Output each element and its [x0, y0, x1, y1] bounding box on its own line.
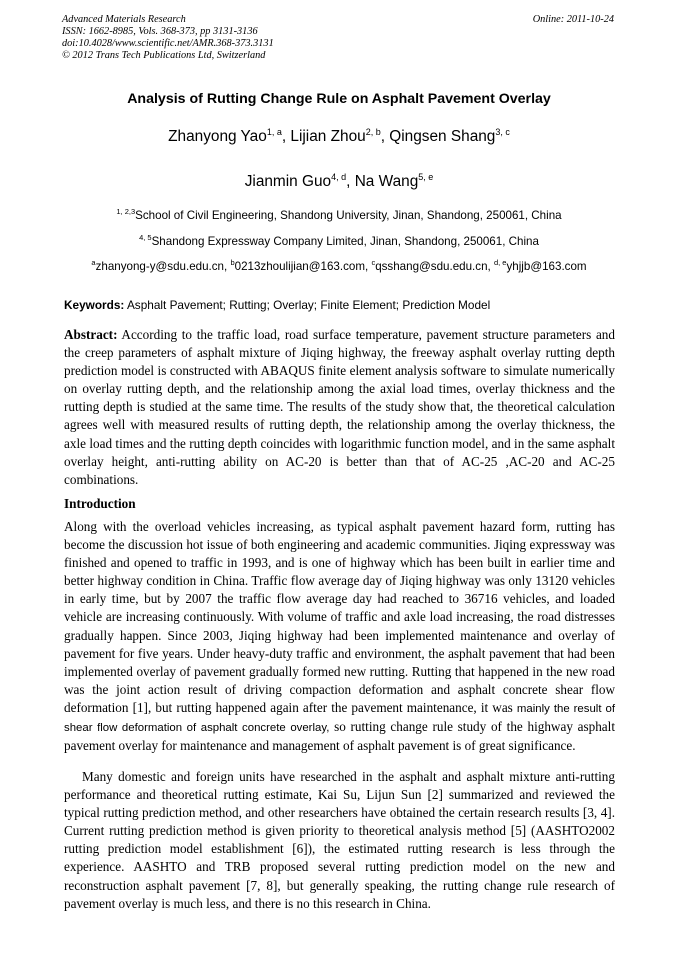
email-mark: d, e	[493, 258, 507, 267]
intro-paragraph-1-text: Along with the overload vehicles increasing, as typical asphalt pavement hazard form, rutting has become the discussion hot issue of both engineering and academic communities. Jiqing expressway was finished and opened to traffic in 1993, and is one of highway which has been built in earlier time and better highway condition in China. Traffic flow average day of Jiqing highway was only 13120 vehicles in early time, but by 2007 the traffic flow average day had reached to 36716 vehicles, and loaded vehicle are increasing continuously. With volume of traffic and axle load increasing, the road distresses gradually happen. Since 2003, Jiqing highway had been implemented maintenance and overlay of pavement for five years. Under heavy-duty traffic and environment, the asphalt pavement that had been implemented overlay of pavement gradually formed new rutting. Rutting that happened in the new road was the joint action result of driving compaction deformation and asphalt concrete shear flow deformation [1], but rutting happened again after the pavement maintenance, it was	[64, 519, 615, 715]
issn-line: ISSN: 1662-8985, Vols. 368-373, pp 3131-3136	[62, 26, 258, 37]
affiliation-mark: 1, 2,3	[116, 207, 136, 216]
keywords	[64, 298, 490, 312]
affiliation-text: Shandong Expressway Company Limited, Jinan, Shandong, 250061, China	[151, 235, 539, 248]
keywords-text: Asphalt Pavement; Rutting; Overlay; Finite Element; Prediction Model	[124, 298, 491, 312]
intro-paragraph-2: Many domestic and foreign units have researched in the asphalt and asphalt mixture anti-rutting performance and theoretical rutting estimate, Kai Su, Lijun Sun [2] summarized and reviewed the typical rutting prediction method, and other researchers have obtained the certain research results [3, 4]. Current rutting prediction method is given priority to theoretical analysis method [5] (AASHTO2002 rutting prediction model establishment [6]), the estimated rutting research is less through the experience. AASHTO and TRB proposed several rutting prediction model on the new and reconstruction asphalt pavement [7, 8], but generally speaking, the rutting change rule research of pavement overlay is much less, and there is no this research in China.	[64, 769, 615, 911]
author-line-2	[0, 173, 678, 191]
abstract-text: According to the traffic load, road surface temperature, pavement structure parameters and the creep parameters of asphalt mixture of Jiqing highway, the freeway asphalt overlay rutting depth prediction model is constructed with ABAQUS finite element analysis software to simulate numerically on overlay rutting depth, and the relationship among the axial load times, overlay thickness and the rutting depth is studied at the same time. The results of the study show that, the theoretical calculation agrees well with measured results of rutting depth, the relationship among the overlay thickness, the axle load times and the rutting depth coincides with logarithmic function model, and in the same asphalt overlay height, anti-rutting ability on AC-20 is better than that of AC-25 ,AC-20 and AC-25 combinations.	[64, 327, 615, 487]
affiliation-mark: 4, 5	[139, 233, 152, 242]
email-address: 0213zhoulijian@163.com,	[234, 260, 372, 273]
intro-paragraph-1	[64, 518, 615, 755]
author-name: Lijian Zhou	[290, 128, 366, 145]
affiliation-text: School of Civil Engineering, Shandong University, Jinan, Shandong, 250061, China	[135, 209, 562, 222]
abstract-label: Abstract:	[64, 327, 118, 342]
affiliation-1	[0, 209, 678, 222]
author-separator: ,	[380, 128, 390, 145]
intro-paragraph-1-text-end: so rutting change rule study of the highway asphalt pavement overlay for maintenance and management of asphalt pavement is of great significance.	[64, 719, 615, 754]
email-address: zhanyong-y@sdu.edu.cn,	[95, 260, 231, 273]
author-name: Zhanyong Yao	[168, 128, 267, 145]
author-affil-mark: 1, a	[266, 127, 282, 137]
email-mark: a	[91, 258, 96, 267]
author-separator: ,	[346, 173, 355, 190]
email-address: yhjjb@163.com	[506, 260, 587, 273]
author-separator: ,	[281, 128, 291, 145]
email-address: qsshang@sdu.edu.cn,	[375, 260, 494, 273]
author-affil-mark: 3, c	[495, 127, 510, 137]
keywords-label: Keywords:	[64, 298, 125, 312]
author-affil-mark: 2, b	[365, 127, 381, 137]
paper-title: Analysis of Rutting Change Rule on Asphalt Pavement Overlay	[127, 91, 551, 107]
author-affil-mark: 4, d	[331, 172, 347, 182]
section-heading-introduction: Introduction	[64, 496, 136, 511]
intro-paragraph-1-sans-run: mainly the result of shear flow deformation of asphalt concrete overlay,	[64, 702, 615, 735]
author-line-1	[0, 128, 678, 146]
copyright-line: © 2012 Trans Tech Publications Ltd, Switzerland	[62, 50, 266, 61]
online-date: Online: 2011-10-24	[532, 14, 614, 25]
author-name: Jianmin Guo	[244, 173, 332, 190]
author-name: Na Wang	[354, 173, 419, 190]
affiliation-2	[0, 235, 678, 248]
author-name: Qingsen Shang	[389, 128, 496, 145]
doi-line: doi:10.4028/www.scientific.net/AMR.368-373.3131	[62, 38, 274, 49]
email-line	[0, 260, 678, 273]
journal-header	[62, 14, 274, 62]
abstract	[64, 326, 615, 489]
email-mark: b	[230, 258, 235, 267]
author-affil-mark: 5, e	[418, 172, 434, 182]
email-mark: c	[371, 258, 376, 267]
journal-name: Advanced Materials Research	[62, 14, 186, 25]
